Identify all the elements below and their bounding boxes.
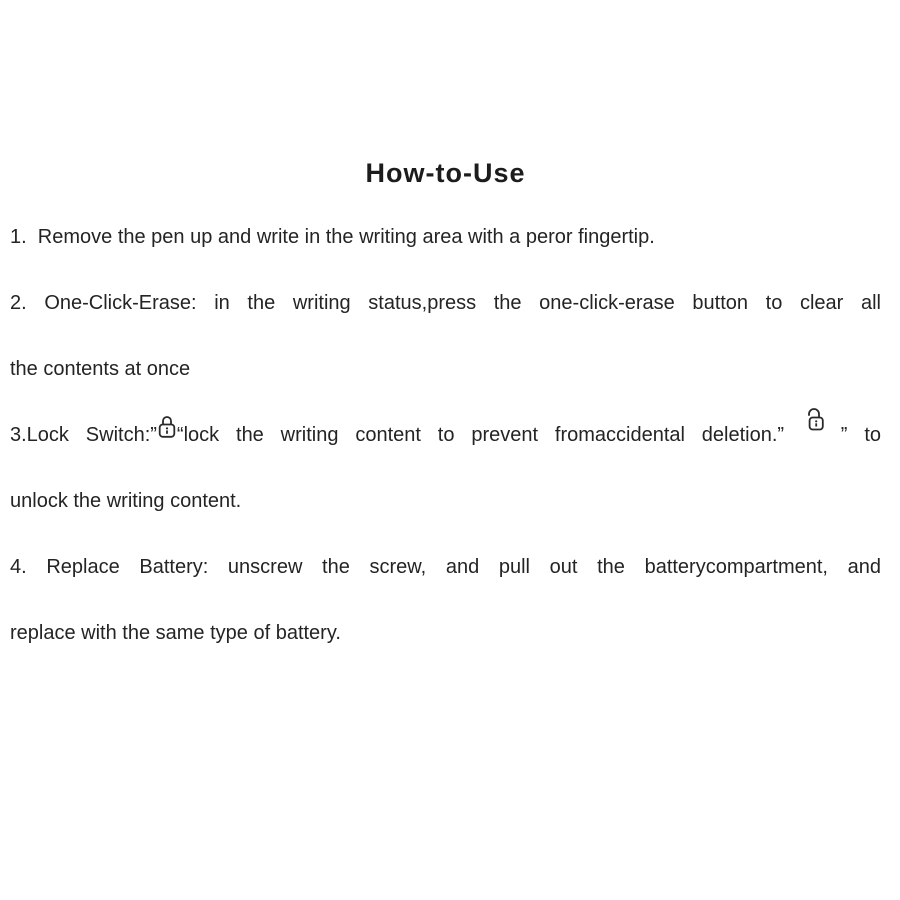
step-2-line-1: 2. One-Click-Erase: in the writing status,press the one-click-erase button to clear all — [10, 292, 881, 314]
instruction-list — [10, 204, 881, 666]
step-3-line-1 — [10, 402, 881, 468]
step-4-line-1: 4. Replace Battery: unscrew the screw, and pull out the batterycompartment, and — [10, 556, 881, 578]
page-title: How-to-Use — [365, 158, 526, 188]
step-3-middle: “lock the writing content to prevent fromaccidental deletion.” — [176, 424, 785, 446]
step-3-suffix: ” to — [840, 424, 881, 446]
step-3-prefix: 3.Lock Switch:” — [10, 424, 157, 446]
step-3-line-2: unlock the writing content. — [10, 490, 242, 512]
step-2-line-2: the contents at once — [10, 358, 191, 380]
step-4-line-2: replace with the same type of battery. — [10, 622, 341, 644]
lock-closed-icon — [157, 414, 177, 439]
step-1-text: 1. Remove the pen up and write in the writing area with a peror fingertip. — [10, 226, 655, 248]
lock-open-icon — [801, 407, 824, 432]
